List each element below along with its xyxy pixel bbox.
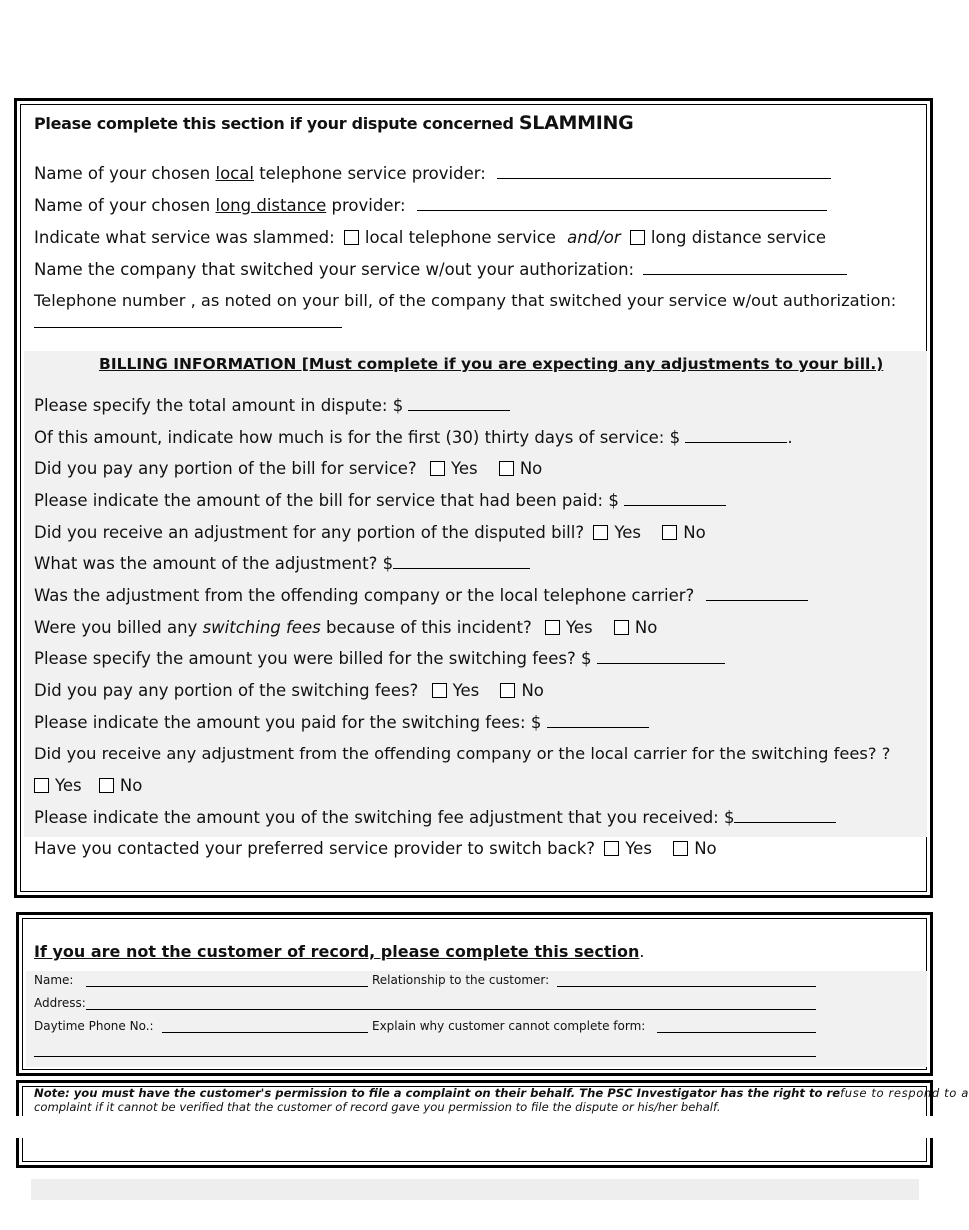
- switch-back-no-checkbox[interactable]: [673, 841, 688, 856]
- switching-company-question: Name the company that switched your service w/out your authorization:: [34, 260, 847, 280]
- paid-switching-fees-question: Did you pay any portion of the switching fees? Yes No: [34, 681, 544, 700]
- adjustment-amount-field[interactable]: [393, 554, 530, 569]
- long-distance-provider-question: Name of your chosen long distance provider:: [34, 196, 827, 216]
- company-phone-question: Telephone number , as noted on your bill, of the company that switched your service w/out authorization:: [34, 291, 897, 310]
- relationship-field[interactable]: [557, 986, 816, 987]
- address-label: Address:: [34, 996, 86, 1010]
- billing-heading: BILLING INFORMATION [Must complete if you are expecting any adjustments to your bill.): [99, 355, 884, 373]
- footer-shaded-bar: [31, 1179, 919, 1200]
- fee-adjustment-amount-field[interactable]: [734, 808, 836, 823]
- local-provider-field[interactable]: [497, 164, 831, 179]
- adjustment-received-question: Did you receive an adjustment for any portion of the disputed bill? Yes No: [34, 523, 706, 542]
- local-provider-question: Name of your chosen local telephone service provider:: [34, 164, 831, 184]
- paid-bill-question: Did you pay any portion of the bill for service? Yes No: [34, 459, 543, 478]
- paid-bill-no-checkbox[interactable]: [499, 461, 514, 476]
- switching-fees-question: Were you billed any switching fees because of this incident? Yes No: [34, 618, 658, 637]
- first-30-days-field[interactable]: [685, 428, 787, 443]
- note-line-1: Note: you must have the customer's permission to file a complaint on their behalf. The PSC Investigator has the right to refuse to respond to a: [34, 1086, 969, 1100]
- adjustment-amount-question: What was the amount of the adjustment? $: [34, 554, 530, 574]
- switch-back-yes-checkbox[interactable]: [604, 841, 619, 856]
- name-field[interactable]: [86, 986, 368, 987]
- fee-adjustment-question: Did you receive any adjustment from the offending company or the local carrier for the switching fees? ?: [34, 744, 891, 763]
- long-distance-service-checkbox[interactable]: [630, 230, 645, 245]
- paid-fees-yes-checkbox[interactable]: [432, 683, 447, 698]
- adjustment-no-checkbox[interactable]: [662, 525, 677, 540]
- note-line-2: complaint if it cannot be verified that the customer of record gave you permission to file the dispute or his/her behalf.: [34, 1100, 721, 1114]
- adjustment-source-question: Was the adjustment from the offending company or the local telephone carrier?: [34, 586, 808, 606]
- customer-heading: If you are not the customer of record, please complete this section.: [34, 942, 645, 961]
- amount-paid-fees-field[interactable]: [547, 713, 649, 728]
- slammed-service-question: Indicate what service was slammed: local telephone service and/or long distance service: [34, 228, 827, 247]
- switch-back-question: Have you contacted your preferred service provider to switch back? Yes No: [34, 839, 717, 858]
- switching-fee-amount-field[interactable]: [597, 649, 725, 664]
- explain-field-continued[interactable]: [34, 1056, 816, 1057]
- fee-adjustment-options: Yes No: [34, 776, 142, 796]
- fee-adjustment-amount-question: Please indicate the amount you of the switching fee adjustment that you received: $: [34, 808, 836, 828]
- switching-company-field[interactable]: [643, 260, 847, 275]
- paid-fees-no-checkbox[interactable]: [500, 683, 515, 698]
- adjustment-source-field[interactable]: [706, 586, 808, 601]
- name-label: Name:: [34, 973, 74, 987]
- local-service-checkbox[interactable]: [344, 230, 359, 245]
- daytime-phone-field[interactable]: [162, 1032, 368, 1033]
- amount-paid-field[interactable]: [624, 491, 726, 506]
- relationship-label: Relationship to the customer:: [372, 973, 550, 987]
- long-distance-provider-field[interactable]: [417, 196, 827, 211]
- explain-field[interactable]: [657, 1032, 816, 1033]
- note-section-break: [8, 1116, 950, 1138]
- adjustment-yes-checkbox[interactable]: [593, 525, 608, 540]
- amount-paid-fees-question: Please indicate the amount you paid for the switching fees: $: [34, 713, 649, 733]
- total-dispute-field[interactable]: [408, 396, 510, 411]
- switching-fees-no-checkbox[interactable]: [614, 620, 629, 635]
- slamming-heading: Please complete this section if your dispute concerned SLAMMING: [34, 112, 634, 134]
- address-field[interactable]: [86, 1009, 816, 1010]
- explain-label: Explain why customer cannot complete form:: [372, 1019, 646, 1033]
- fee-adjustment-no-checkbox[interactable]: [99, 778, 114, 793]
- first-30-days-question: Of this amount, indicate how much is for the first (30) thirty days of service: $ .: [34, 428, 793, 447]
- slamming-emphasis: SLAMMING: [518, 112, 634, 134]
- amount-paid-question: Please indicate the amount of the bill for service that had been paid: $: [34, 491, 726, 511]
- total-dispute-question: Please specify the total amount in dispute: $: [34, 396, 510, 416]
- switching-fee-amount-question: Please specify the amount you were billed for the switching fees? $: [34, 649, 725, 669]
- switching-fees-yes-checkbox[interactable]: [545, 620, 560, 635]
- daytime-phone-label: Daytime Phone No.:: [34, 1019, 154, 1033]
- company-phone-field[interactable]: [34, 327, 342, 328]
- fee-adjustment-yes-checkbox[interactable]: [34, 778, 49, 793]
- paid-bill-yes-checkbox[interactable]: [430, 461, 445, 476]
